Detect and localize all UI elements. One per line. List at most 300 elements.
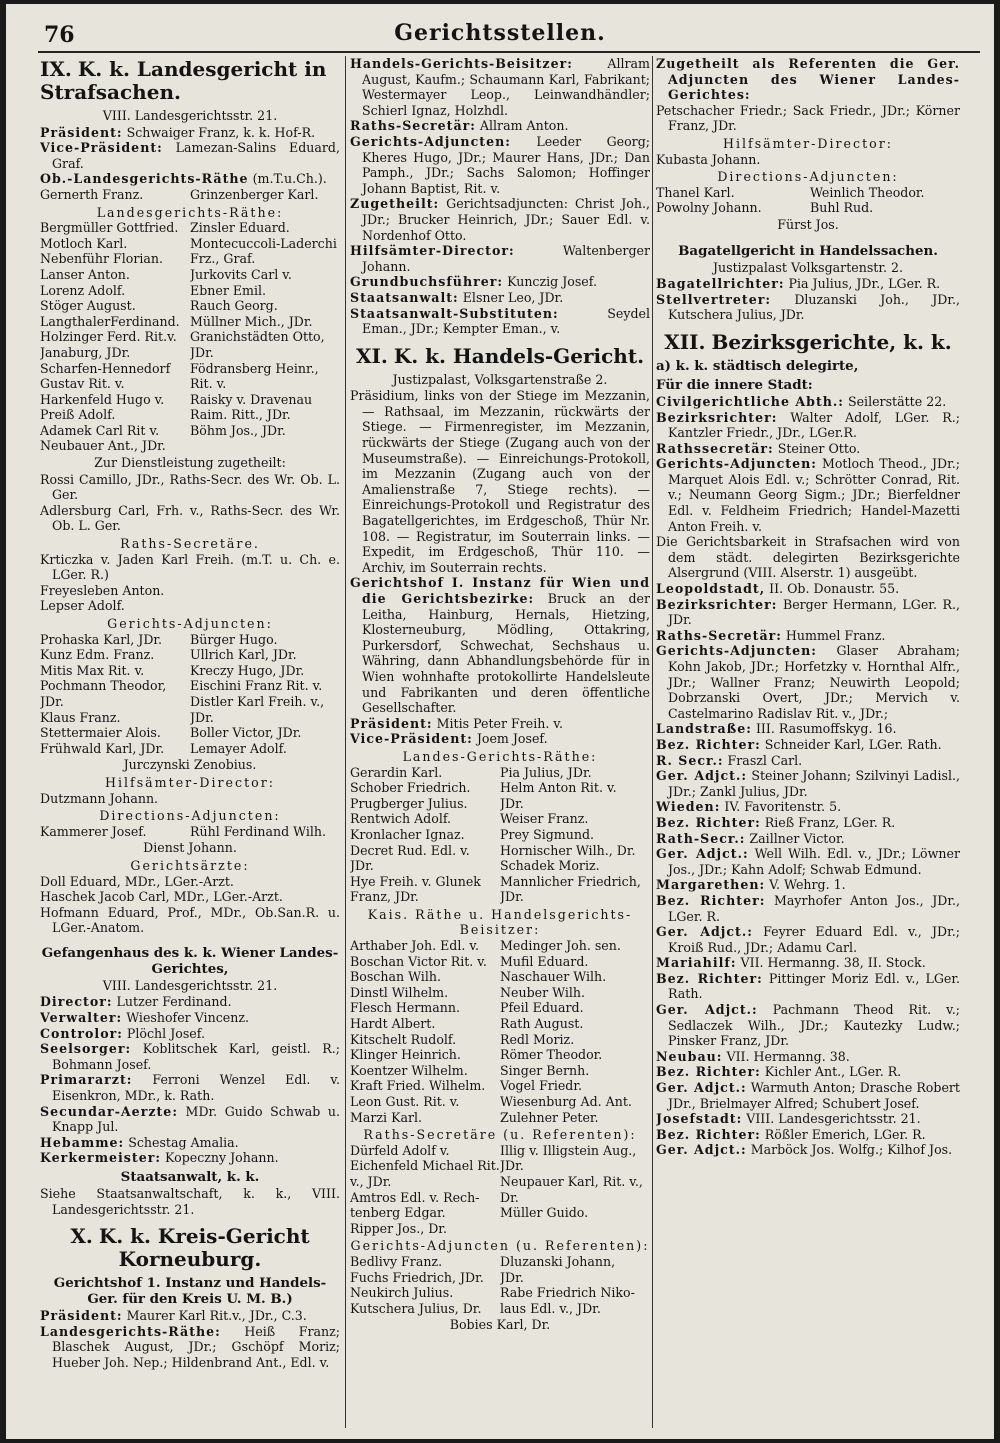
name-right: JDr. — [500, 1269, 524, 1285]
name-left: Ripper Jos., Dr. — [350, 1220, 447, 1236]
entry-label: Bezirksrichter: — [656, 409, 778, 425]
address-line: Bobies Karl, Dr. — [449, 1317, 551, 1333]
column-divider — [652, 56, 653, 1428]
name-right: Weinlich Theodor. — [810, 184, 925, 200]
subsection-heading: a) k. k. städtisch delegirte, — [656, 357, 859, 374]
name-left: Rentwich Adolf. — [350, 811, 452, 827]
role-heading: Hilfsämter-Director: — [105, 774, 275, 790]
entry-label: Vice-Präsident: — [350, 731, 473, 747]
entry-text: Haschek Jacob Carl, MDr., LGer.-Arzt. — [40, 889, 283, 905]
entry-label: Bagatellrichter: — [656, 276, 785, 292]
name-right: JDr. — [500, 795, 524, 811]
name-left: JDr. — [350, 858, 374, 874]
entry-text: Joem Josef. — [476, 731, 548, 747]
entry-label: Ger. Adjct.: — [656, 768, 747, 784]
address-line: Justizpalast Volksgartenstr. 2. — [712, 259, 904, 275]
entry-label: Gerichts-Adjuncten: — [656, 456, 817, 472]
entry-label: Ger. Adjct.: — [656, 1002, 758, 1018]
name-right: Rath August. — [500, 1016, 584, 1032]
entry-text: Plöchl Josef. — [126, 1025, 205, 1041]
spacer — [656, 323, 960, 329]
name-left: Kronlacher Ignaz. — [350, 826, 465, 842]
directory-entry — [656, 394, 960, 410]
entry-text: Zaillner Victor. — [749, 830, 845, 846]
name-left: Kitschelt Rudolf. — [350, 1031, 457, 1047]
name-pair — [350, 1078, 650, 1094]
directory-entry — [40, 598, 340, 614]
directory-entry — [656, 924, 960, 955]
directory-entry — [656, 410, 960, 441]
name-pair — [350, 827, 650, 843]
entry-label: Kerkermeister: — [40, 1150, 162, 1166]
entry-label: Bez. Richter: — [656, 1126, 761, 1142]
entry-label: Civilgerichtliche Abth.: — [656, 393, 844, 409]
name-left: Gustav Rit. v. — [40, 376, 125, 392]
role-heading: Landes-Gerichts-Räthe: — [402, 748, 598, 764]
address-line: Justizpalast, Volksgartenstraße 2. — [392, 371, 608, 387]
directory-entry — [40, 791, 340, 807]
name-left: Frühwald Karl, JDr. — [40, 740, 165, 756]
name-pair — [350, 1174, 650, 1190]
directory-entry — [350, 306, 650, 337]
name-right: Pfeil Eduard. — [500, 1000, 584, 1016]
name-right: Dluzanski Johann, — [500, 1253, 616, 1269]
name-left: v., JDr. — [350, 1173, 392, 1189]
name-left: Eichenfeld Michael Rit. — [350, 1158, 500, 1174]
name-right: Montecuccoli-Laderchi — [190, 235, 337, 251]
name-left: Janaburg, JDr. — [40, 344, 131, 360]
name-right: Grinzenberger Karl. — [190, 186, 319, 202]
name-left: Lorenz Adolf. — [40, 282, 126, 298]
name-right: Illig v. Illigstein Aug., — [500, 1142, 637, 1158]
name-pair — [350, 874, 650, 890]
name-pair — [350, 1158, 650, 1174]
name-pair — [40, 710, 340, 726]
entry-text: Walter Adolf, LGer. R.; Kantzler Friedr., JDr., LGer.R. — [668, 409, 960, 441]
name-left: Holzinger Ferd. Rit.v. — [40, 329, 177, 345]
entry-text: Mitis Peter Freih. v. — [436, 715, 563, 731]
directory-entry — [656, 1127, 960, 1143]
directory-entry — [40, 125, 340, 141]
name-left: Franz, JDr. — [350, 889, 419, 905]
role-heading: Gerichts-Adjuncten: — [107, 616, 273, 631]
directory-entry — [40, 994, 340, 1010]
name-right: JDr. — [190, 709, 214, 725]
entry-label: Gerichts-Adjuncten: — [350, 133, 511, 149]
name-left: Fuchs Friedrich, JDr. — [350, 1269, 484, 1285]
directory-entry — [656, 581, 960, 597]
directory-entry — [656, 768, 960, 799]
entry-text: Lepser Adolf. — [40, 598, 125, 614]
directory-entry — [40, 1104, 340, 1135]
name-right: Rühl Ferdinand Wilh. — [190, 823, 327, 839]
entry-label: Bez. Richter: — [656, 1064, 761, 1080]
entry-label: Secundar-Aerzte: — [40, 1103, 178, 1119]
directory-entry — [656, 893, 960, 924]
entry-text: Lutzer Ferdinand. — [116, 994, 232, 1010]
name-left: Neukirch Julius. — [350, 1285, 454, 1301]
name-pair — [40, 725, 340, 741]
directory-entry — [656, 721, 960, 737]
name-right: Rauch Georg. — [190, 298, 278, 314]
directory-entry — [40, 503, 340, 534]
name-right: Frz., Graf. — [190, 251, 256, 267]
name-left: Bergmüller Gottfried. — [40, 220, 179, 236]
role-heading: Directions-Adjuncten: — [717, 169, 899, 185]
entry-text: Mayrhofer Anton Jos., JDr., LGer. R. — [668, 892, 960, 924]
name-left: Dinstl Wilhelm. — [350, 984, 449, 1000]
name-left: Stöger August. — [40, 298, 136, 314]
name-pair — [350, 1190, 650, 1206]
subsection-heading: Bagatellgericht in Handelssachen. — [678, 242, 938, 259]
entry-text: Pachmann Theod Rit. v.; Sedlaczek Wilh., JDr.; Kautezky Ludw.; Pinsker Franz, JDr. — [668, 1002, 960, 1049]
name-pair — [350, 954, 650, 970]
spacer — [350, 337, 650, 343]
name-left: Scharfen-Hennedorf — [40, 360, 171, 376]
entry-text: Rieß Franz, LGer. R. — [764, 814, 896, 830]
entry-text: Marböck Jos. Wolfg.; Kilhof Jos. — [750, 1142, 953, 1158]
directory-entry — [656, 753, 960, 769]
directory-entry — [350, 118, 650, 134]
entry-text: Kichler Ant., LGer. R. — [764, 1064, 902, 1080]
entry-label: Ger. Adjct.: — [656, 846, 749, 862]
entry-label: Ger. Adjct.: — [656, 1142, 747, 1158]
name-left: Decret Rud. Edl. v. — [350, 842, 470, 858]
name-left: Lanser Anton. — [40, 266, 130, 282]
name-left: Kunz Edm. Franz. — [40, 647, 155, 663]
entry-label: Wieden: — [656, 799, 721, 815]
name-right: Redl Moriz. — [500, 1031, 575, 1047]
entry-text: Leeder Georg; Kheres Hugo, JDr.; Maurer Hans, JDr.; Dan Pamph., JDr.; Sachs Salomon; Hoffinger Johann Baptist, Rit. v. — [362, 133, 650, 196]
entry-label: Controlor: — [40, 1025, 123, 1041]
address-line: Zur Dienstleistung zugetheilt: — [94, 455, 286, 471]
entry-text: Steiner Otto. — [777, 440, 861, 456]
section-number: XI. — [355, 343, 388, 368]
name-pair — [350, 1110, 650, 1126]
entry-label: Josefstadt: — [656, 1111, 743, 1127]
entry-text: Kopeczny Johann. — [165, 1150, 279, 1166]
name-right: Lemayer Adolf. — [190, 740, 287, 756]
directory-entry — [350, 243, 650, 274]
name-left: Arthaber Joh. Edl. v. — [350, 938, 479, 954]
entry-label: Seelsorger: — [40, 1041, 132, 1057]
entry-text: II. Ob. Donaustr. 55. — [769, 581, 900, 597]
entry-label: Grundbuchsführer: — [350, 274, 504, 290]
name-left: Gerardin Karl. — [350, 764, 443, 780]
entry-label: Landesgerichts-Räthe: — [40, 1323, 221, 1339]
directory-entry — [656, 456, 960, 534]
role-heading: Directions-Adjuncten: — [99, 808, 281, 824]
name-left: Klaus Franz. — [40, 709, 121, 725]
section-title: Bezirksgerichte, k. k. — [711, 329, 952, 354]
column-right — [656, 56, 960, 1434]
name-right: Römer Theodor. — [500, 1047, 603, 1063]
name-right: Dr. — [500, 1189, 519, 1205]
entry-label: Director: — [40, 994, 113, 1010]
name-pair — [350, 1143, 650, 1159]
entry-label: Rath-Secr.: — [656, 830, 746, 846]
subsection-heading: Gefangenhaus des k. k. Wiener Landes-Gerichtes, — [41, 944, 339, 977]
entry-text: Doll Eduard, MDr., LGer.-Arzt. — [40, 873, 234, 889]
name-left: Powolny Johann. — [656, 200, 762, 216]
entry-text: Kubasta Johann. — [656, 151, 761, 167]
name-right: JDr. — [190, 344, 214, 360]
directory-entry — [40, 1072, 340, 1103]
name-left: Dürfeld Adolf v. — [350, 1142, 450, 1158]
role-heading: Raths-Secretäre. — [120, 536, 260, 552]
directory-entry — [656, 1111, 960, 1127]
name-right: Neuber Wilh. — [500, 984, 586, 1000]
entry-label: Hebamme: — [40, 1134, 125, 1150]
name-left: Prohaska Karl, JDr. — [40, 631, 163, 647]
directory-entry — [656, 815, 960, 831]
entry-label: Bez. Richter: — [656, 736, 761, 752]
entry-label: Handels-Gerichts-Beisitzer: — [350, 56, 573, 71]
name-right: Bürger Hugo. — [190, 631, 278, 647]
directory-entry — [40, 140, 340, 171]
directory-entry — [656, 971, 960, 1002]
name-left: tenberg Edgar. — [350, 1205, 446, 1221]
entry-text: Seilerstätte 22. — [847, 393, 947, 409]
entry-text: Lamezan-Salins Eduard, Graf. — [52, 140, 340, 171]
name-left: Koentzer Wilhelm. — [350, 1062, 468, 1078]
name-pair — [40, 647, 340, 663]
entry-text: (m.T.u.Ch.). — [252, 171, 327, 187]
name-pair — [40, 298, 340, 314]
header-rule — [38, 51, 980, 53]
name-left: Schober Friedrich. — [350, 780, 471, 796]
name-right: Distler Karl Freih. v., — [190, 693, 325, 709]
name-right: Zinsler Eduard. — [190, 220, 290, 236]
entry-label: Landstraße: — [656, 721, 752, 737]
directory-entry — [40, 552, 340, 583]
entry-text: Krticzka v. Jaden Karl Freih. (m.T. u. Ch. e. LGer. R.) — [40, 551, 340, 583]
name-left: Kammerer Josef. — [40, 823, 147, 839]
directory-entry — [40, 171, 340, 187]
name-left: Amtros Edl. v. Rech- — [350, 1189, 480, 1205]
entry-label: Ger. Adjct.: — [656, 1080, 747, 1096]
entry-text: Koblitschek Karl, geistl. R.; Bohmann Josef. — [52, 1041, 340, 1072]
entry-text: Schestag Amalia. — [128, 1134, 239, 1150]
name-pair — [40, 407, 340, 423]
name-pair — [40, 824, 340, 840]
entry-label: Margarethen: — [656, 877, 766, 893]
name-left: Flesch Hermann. — [350, 1000, 460, 1016]
directory-entry — [656, 643, 960, 721]
section-title: K. k. Kreis-Gericht Korneuburg. — [98, 1224, 310, 1272]
entry-text: Waltenberger Johann. — [362, 243, 650, 274]
name-right: Vogel Friedr. — [500, 1078, 583, 1094]
entry-text: Dluzanski Joh., JDr., Kutschera Julius, JDr. — [668, 291, 960, 323]
entry-label: Staatsanwalt-Substituten: — [350, 305, 559, 321]
name-right: Eischini Franz Rit. v. — [190, 678, 323, 694]
name-pair — [40, 392, 340, 408]
name-left: LangthalerFerdinand. — [40, 313, 180, 329]
name-pair — [40, 741, 340, 757]
name-pair — [40, 345, 340, 361]
entry-text: Wieshofer Vincenz. — [126, 1010, 249, 1026]
name-left: Motloch Karl. — [40, 235, 128, 251]
section-title: K. k. Landesgericht in Strafsachen. — [40, 57, 327, 104]
section-heading — [350, 345, 650, 368]
name-right: Mufil Eduard. — [500, 953, 589, 969]
name-pair — [350, 1094, 650, 1110]
directory-entry — [350, 388, 650, 575]
entry-label: Verwalter: — [40, 1010, 123, 1026]
entry-text: Allram Anton. — [479, 118, 569, 134]
directory-entry — [350, 134, 650, 196]
column-left — [40, 56, 340, 1434]
directory-entry — [656, 737, 960, 753]
directory-entry — [350, 56, 650, 118]
name-right: Födransberg Heinr., — [190, 360, 319, 376]
directory-entry — [656, 877, 960, 893]
entry-text: Berger Hermann, LGer. R., JDr. — [668, 596, 960, 628]
entry-text: Feyrer Eduard Edl. v., JDr.; Kroiß Rud., JDr.; Adamu Carl. — [668, 924, 960, 955]
name-pair — [350, 1063, 650, 1079]
name-left: Marzi Karl. — [350, 1109, 423, 1125]
directory-entry — [40, 874, 340, 890]
name-pair — [350, 1047, 650, 1063]
entry-text: Freyesleben Anton. — [40, 582, 165, 598]
entry-text: Ferroni Wenzel Edl. v. Eisenkron, MDr., k. Rath. — [52, 1072, 340, 1104]
directory-entry — [656, 441, 960, 457]
name-pair — [350, 858, 650, 874]
entry-text: Siehe Staatsanwaltschaft, k. k., VIII. Landesgerichtsstr. 21. — [40, 1186, 340, 1217]
name-pair — [40, 678, 340, 694]
directory-entry — [40, 583, 340, 599]
entry-text: Motloch Theod., JDr.; Marquet Alois Edl. v.; Schrötter Conrad, Rit. v.; Neumann Georg Sigm.; JDr.; Bierfeldner Edl. v. Feldheim Friedrich; Handel-Mazetti Anton Freih. v. — [668, 456, 960, 534]
entry-label: Mariahilf: — [656, 955, 737, 971]
name-pair — [40, 236, 340, 252]
directory-entry — [350, 196, 650, 243]
name-right: JDr. — [500, 1158, 524, 1174]
entry-text: Seydel Eman., JDr.; Kempter Eman., v. — [362, 305, 650, 337]
section-number: XII. — [664, 329, 706, 354]
directory-entry — [656, 534, 960, 581]
directory-entry — [40, 472, 340, 503]
entry-label: Vice-Präsident: — [40, 140, 163, 156]
directory-entry — [40, 438, 340, 454]
name-right: Naschauer Wilh. — [500, 969, 607, 985]
entry-text: Gerichtsadjuncten: Christ Joh., JDr.; Brucker Heinrich, JDr.; Sauer Edl. v. Nordenhof Otto. — [362, 196, 650, 243]
name-right: Neupauer Karl, Rit. v., — [500, 1173, 643, 1189]
entry-label: Zugetheilt: — [350, 196, 440, 212]
directory-entry — [656, 1049, 960, 1065]
name-right: Rit. v. — [190, 376, 227, 392]
name-pair — [350, 1205, 650, 1221]
directory-entry — [656, 292, 960, 323]
entry-label: Gerichts-Adjuncten: — [656, 643, 817, 659]
name-pair — [40, 283, 340, 299]
directory-entry — [656, 597, 960, 628]
directory-entry — [350, 731, 650, 747]
section-heading — [40, 1225, 340, 1271]
entry-label: Ger. Adjct.: — [656, 924, 753, 940]
name-right: Jurkovits Carl v. — [190, 266, 292, 282]
name-right: Helm Anton Rit. v. — [500, 780, 617, 796]
directory-entry — [350, 716, 650, 732]
name-right: Raim. Ritt., JDr. — [190, 407, 291, 423]
name-right: Boller Victor, JDr. — [190, 725, 302, 741]
entry-text: Die Gerichtsbarkeit in Strafsachen wird von dem städt. delegirten Bezirksgerichte Alsergrund (VIII. Alserstr. 1) ausgeübt. — [656, 534, 960, 581]
entry-text: Pia Julius, JDr., LGer. R. — [788, 276, 941, 292]
name-pair — [350, 780, 650, 796]
address-line: Dienst Johann. — [143, 840, 237, 856]
name-left: Kutschera Julius, Dr. — [350, 1300, 482, 1316]
name-pair — [350, 1254, 650, 1270]
name-pair — [350, 811, 650, 827]
name-pair — [40, 361, 340, 377]
page-number: 76 — [44, 22, 75, 48]
entry-text: MDr. Guido Schwab u. Knapp Jul. — [52, 1103, 340, 1135]
entry-text: III. Rasumoffskyg. 16. — [755, 721, 897, 737]
section-number: IX. — [40, 57, 72, 81]
section-heading — [656, 331, 960, 354]
spacer — [40, 1217, 340, 1223]
directory-entry — [40, 889, 340, 905]
name-left: Preiß Adolf. — [40, 407, 116, 423]
role-heading: Gerichtsärzte: — [130, 857, 250, 873]
directory-entry — [350, 290, 650, 306]
entry-text: Elsner Leo, JDr. — [462, 289, 564, 305]
name-left: Thanel Karl. — [656, 184, 735, 200]
name-pair — [40, 267, 340, 283]
entry-label: Rathssecretär: — [656, 440, 774, 456]
directory-entry — [656, 276, 960, 292]
name-right: Prey Sigmund. — [500, 826, 595, 842]
entry-text: Well Wilh. Edl. v., JDr.; Löwner Jos., JDr.; Kahn Adolf; Schwab Edmund. — [668, 846, 960, 877]
directory-entry — [40, 1026, 340, 1042]
section-heading — [40, 58, 340, 104]
name-pair — [40, 376, 340, 392]
name-pair — [350, 1221, 650, 1237]
name-right: Pia Julius, JDr. — [500, 764, 592, 780]
role-heading: Kais. Räthe u. Handelsgerichts-Beisitzer: — [367, 906, 633, 938]
entry-label: Hilfsämter-Director: — [350, 243, 515, 259]
name-left: Hardt Albert. — [350, 1016, 436, 1032]
directory-entry — [40, 1135, 340, 1151]
entry-text: Dutzmann Johann. — [40, 790, 159, 806]
entry-label: Stellvertreter: — [656, 291, 772, 307]
directory-entry — [350, 274, 650, 290]
name-left: Prugberger Julius. — [350, 795, 468, 811]
entry-text: VIII. Landesgerichtsstr. 21. — [746, 1111, 921, 1127]
directory-entry — [40, 905, 340, 936]
directory-entry — [40, 1010, 340, 1026]
name-right: Rabe Friedrich Niko- — [500, 1285, 635, 1301]
name-right: Wiesenburg Ad. Ant. — [500, 1094, 632, 1109]
name-right: Medinger Joh. sen. — [500, 938, 621, 954]
directory-entry — [656, 846, 960, 877]
name-left: Klinger Heinrich. — [350, 1047, 461, 1063]
directory-entry — [656, 1142, 960, 1158]
directory-entry — [656, 628, 960, 644]
name-right — [500, 1221, 650, 1237]
name-left: Gernerth Franz. — [40, 186, 144, 202]
name-pair — [350, 985, 650, 1001]
entry-label: Bez. Richter: — [656, 970, 763, 986]
directory-entry — [656, 799, 960, 815]
name-right: Müllner Mich., JDr. — [190, 313, 313, 329]
entry-text: VII. Hermanng. 38. — [726, 1048, 850, 1064]
entry-label: Ob.-Landesgerichts-Räthe — [40, 171, 249, 187]
name-pair — [350, 1000, 650, 1016]
entry-text: Bruck an der Leitha, Hainburg, Hernals, Hietzing, Klosterneuburg, Mödling, Ottakring, Purkersdorf, Schwechat, Sechshaus u. Währing, dann Abhandlungsbehörde für in Wien wohnhafte protokollirte Handelsleute und Fabrikanten und deren öffentliche Gesellschafter. — [362, 591, 650, 716]
entry-text: Präsidium, links von der Stiege im Mezzanin, — Rathsaal, im Mezzanin, rückwärts der Stiege. — Firmenregister, im Mezzanin, rückwärts der Stiege (Zugang auch von der Museumstraße). — Einreichungs-Protokoll, im Mezzanin (Zugang auch von der Amalienstraße 7, Stiege rechts). — Einreichungs-Protokoll und Registratur des Bagatellgerichtes, im Erdgeschoß, Thür Nr. 108. — Registratur, im Souterrain links. — Expedit, im Erdgeschoß, Thür 110. — Archiv, im Souterrain rechts. — [350, 388, 650, 575]
entry-label: Primararzt: — [40, 1072, 133, 1088]
name-right: laus Edl. v., JDr. — [500, 1300, 601, 1316]
